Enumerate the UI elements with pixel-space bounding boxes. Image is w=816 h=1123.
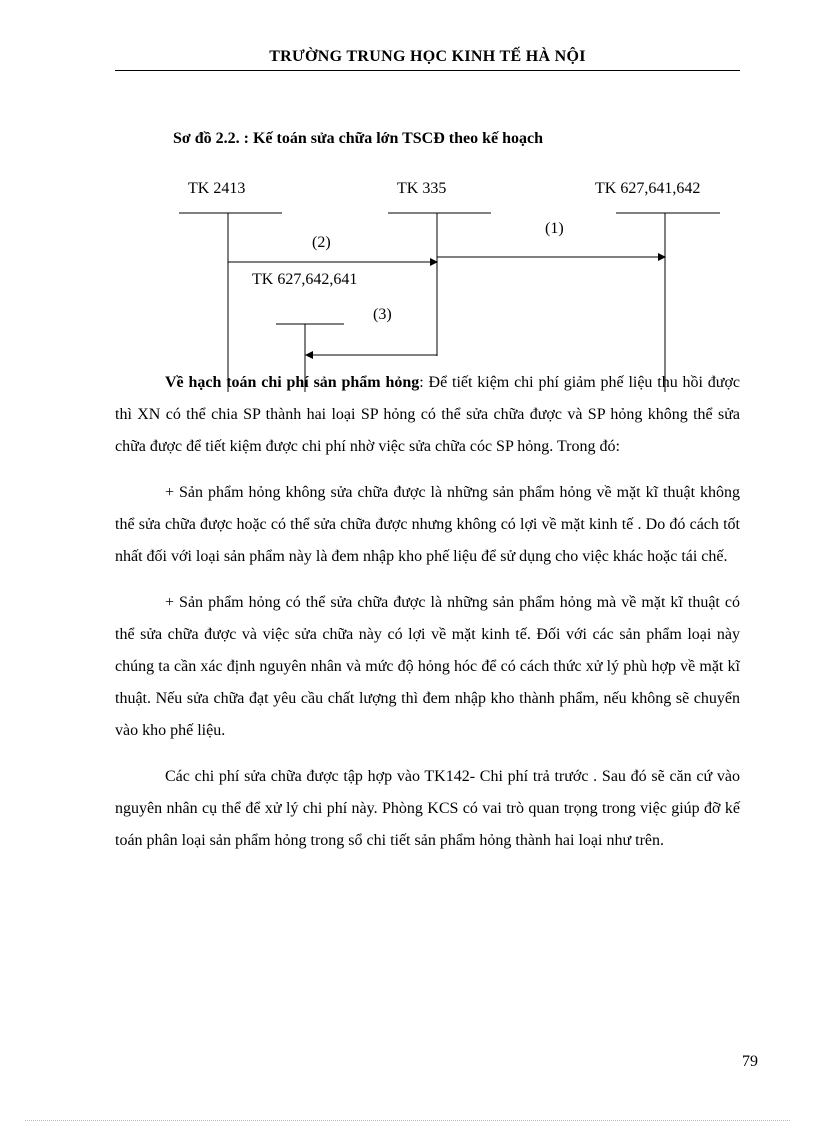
footer-rule: [25, 1120, 790, 1121]
step-label-2: (2): [312, 234, 331, 251]
paragraph-unrepairable: + Sản phẩm hỏng không sửa chữa được là những sản phẩm hỏng về mặt kĩ thuật không thể sửa chữa được hoặc có thể sửa chữa được nhưng không có lợi về mặt kinh tế . Do đó cách tốt nhất đối với loại sản phẩm này là đem nhập kho phế liệu để sử dụng cho việc khác hoặc tái chế.: [115, 484, 740, 565]
step-label-3: (3): [373, 306, 392, 323]
paragraph-defective-products: [115, 367, 740, 463]
paragraph-text: : Để tiết kiệm chi phí giảm phế liệu thu hồi được thì XN có thể chia SP thành hai loại SP hỏng có thể sửa chữa được và SP hỏng không thể sửa chữa được để tiết kiệm được chi phí nhờ việc sửa chữa cóc SP hỏng. Trong đó:: [115, 374, 741, 455]
paragraph-lead-in: Về hạch toán chi phí sản phẩm hỏng: [165, 374, 420, 391]
account-label-tk-335: TK 335: [397, 180, 447, 197]
account-label-tk-627-642-641: TK 627,642,641: [252, 271, 358, 288]
account-label-tk-2413: TK 2413: [188, 180, 246, 197]
diagram-title: Sơ đồ 2.2. : Kế toán sửa chữa lớn TSCĐ theo kế hoạch: [173, 130, 544, 147]
account-label-tk-627-641-642: TK 627,641,642: [595, 180, 701, 197]
paragraph-repair-costs: Các chi phí sửa chữa được tập hợp vào TK142- Chi phí trả trước . Sau đó sẽ căn cứ vào nguyên nhân cụ thể để xử lý chi phí này. Phòng KCS có vai trò quan trọng trong việc giúp đỡ kế toán phân loại sản phẩm hỏng trong sổ chi tiết sản phẩm hỏng thành hai loại như trên.: [115, 768, 740, 849]
step-label-1: (1): [545, 220, 564, 237]
accounting-diagram: [0, 0, 816, 400]
paragraph-repairable: + Sản phẩm hỏng có thể sửa chữa được là những sản phẩm hỏng mà về mặt kĩ thuật có thể sửa chữa được và việc sửa chữa này có lợi về mặt kinh tế. Đối với các sản phẩm loại này chúng ta cần xác định nguyên nhân và mức độ hỏng hóc để có cách thức xử lý phù hợp về mặt kĩ thuật. Nếu sửa chữa đạt yêu cầu chất lượng thì đem nhập kho thành phẩm, nếu không sẽ chuyển vào kho phế liệu.: [115, 594, 740, 739]
body-text: [115, 367, 740, 871]
page-number: 79: [742, 1053, 758, 1070]
page-header-title: TRƯỜNG TRUNG HỌC KINH TẾ HÀ NỘI: [269, 48, 586, 65]
